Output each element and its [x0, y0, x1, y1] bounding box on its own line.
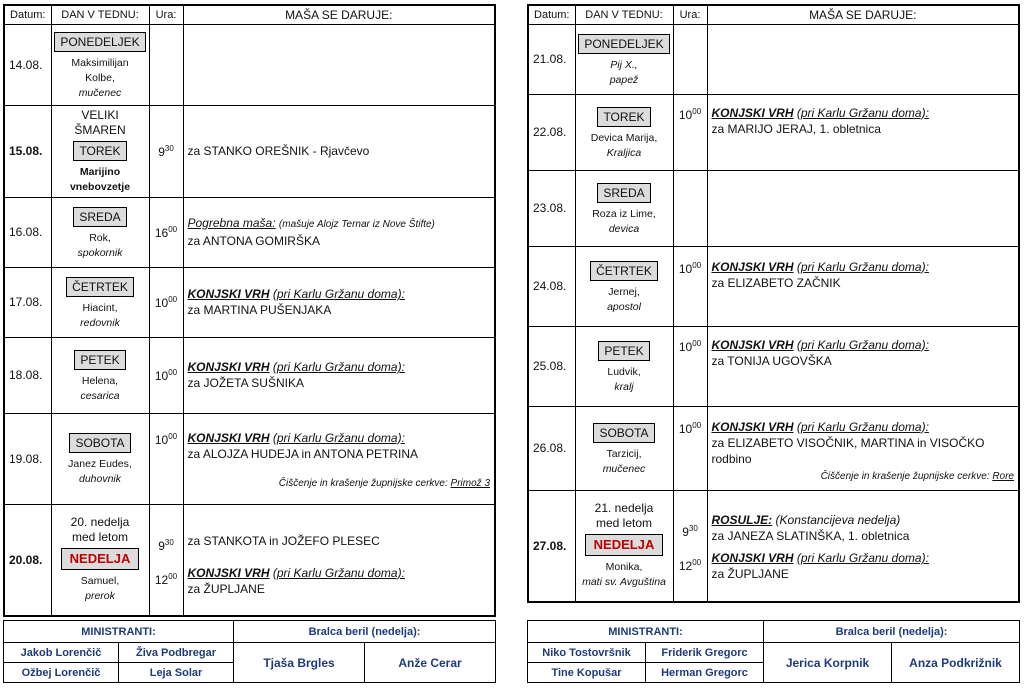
row-time — [673, 490, 707, 602]
row-mass — [707, 170, 1019, 246]
time-slot — [150, 560, 183, 594]
saint-name: Hiacint, — [82, 301, 118, 314]
row-time — [149, 337, 183, 413]
row-mass — [707, 326, 1019, 406]
cleaning-group: Primož 3 — [450, 477, 490, 489]
table-row — [528, 326, 1019, 406]
weekday-badge: TOREK — [73, 141, 126, 161]
saint-name: Maksimilijan — [71, 56, 129, 69]
row-day — [575, 246, 673, 326]
row-date: 21.08. — [528, 24, 575, 94]
row-time — [673, 24, 707, 94]
table-row — [4, 413, 495, 504]
weekday-badge: SOBOTA — [69, 433, 130, 453]
row-date: 17.08. — [4, 267, 51, 337]
mass-slot — [188, 523, 491, 557]
saint-title: mučenec — [78, 86, 122, 99]
feast-name: VELIKI — [81, 107, 119, 122]
mass-location-detail: (pri Karlu Gržanu doma): — [796, 105, 929, 120]
time-minute: 30 — [688, 523, 698, 533]
weekday-badge: SOBOTA — [593, 423, 654, 443]
schedule-right — [527, 4, 1020, 603]
row-time — [149, 197, 183, 267]
table-row — [4, 267, 495, 337]
saint-name: Jernej, — [608, 285, 640, 298]
mass-intention: za ŽUPLJANE — [711, 567, 789, 582]
row-mass — [707, 246, 1019, 326]
weekday-badge: SREDA — [597, 183, 650, 203]
weekday-badge-sunday: NEDELJA — [61, 548, 140, 570]
table-row — [4, 105, 495, 197]
row-date: 14.08. — [4, 24, 51, 105]
time-hour: 12 — [678, 558, 693, 573]
row-date: 24.08. — [528, 246, 575, 326]
row-day — [51, 504, 149, 616]
altar-server: Herman Gregorc — [646, 663, 764, 683]
saint-title: Kraljica — [606, 146, 642, 159]
mass-intention: za STANKOTA in JOŽEFO PLESEC — [187, 533, 380, 548]
saint-name: Samuel, — [80, 575, 120, 588]
cleaning-group: Rore — [992, 470, 1014, 482]
time-hour: 10 — [154, 295, 169, 310]
readers-label: Bralca beril (nedelja): — [764, 621, 1020, 643]
mass-location: KONJSKI VRH — [711, 259, 794, 274]
mass-location-detail: (pri Karlu Gržanu doma): — [272, 360, 405, 374]
altar-server: Niko Tostovršnik — [528, 643, 646, 663]
mass-location: KONJSKI VRH — [187, 360, 270, 374]
row-time — [673, 170, 707, 246]
feast-name: 21. nedelja — [594, 501, 654, 516]
mass-location-detail: (pri Karlu Gržanu doma): — [796, 419, 929, 434]
header-mass: MAŠA SE DARUJE: — [707, 5, 1019, 24]
row-time — [149, 105, 183, 197]
saint-title: papež — [609, 73, 639, 86]
weekday-badge: PONEDELJEK — [54, 32, 145, 52]
weekday-badge-sunday: NEDELJA — [585, 534, 664, 556]
saint-title: devica — [608, 222, 640, 235]
cleaning-label: Čiščenje in krašenje župnijske cerkve: — [278, 477, 448, 489]
row-mass — [707, 406, 1019, 490]
weekday-badge: PETEK — [598, 341, 649, 361]
table-row — [528, 24, 1019, 94]
table-row — [4, 337, 495, 413]
table-row — [4, 197, 495, 267]
mass-location-detail: (pri Karlu Gržanu doma): — [796, 551, 929, 566]
weekday-badge: TOREK — [597, 107, 650, 127]
time-slot — [674, 546, 707, 580]
mass-location: KONJSKI VRH — [711, 551, 794, 566]
row-day — [575, 24, 673, 94]
saint-name: Helena, — [81, 374, 119, 387]
weekday-badge: SREDA — [73, 207, 126, 227]
schedule-left — [3, 4, 496, 617]
weekday-badge: PONEDELJEK — [578, 34, 669, 54]
reader: Jerica Korpnik — [764, 643, 892, 683]
saint-title: mati sv. Avguština — [582, 576, 666, 589]
row-mass — [707, 94, 1019, 170]
row-day — [51, 413, 149, 504]
reader: Tjaša Brgles — [234, 643, 365, 683]
altar-server: Ožbej Lorenčič — [4, 663, 119, 683]
mass-location: KONJSKI VRH — [187, 565, 270, 580]
row-time — [149, 267, 183, 337]
time-minute: 00 — [692, 106, 702, 116]
schedule-table-right — [527, 4, 1020, 603]
row-date: 22.08. — [528, 94, 575, 170]
mass-intention: za JANEZA SLATINŠKA, 1. obletnica — [711, 529, 910, 544]
time-hour: 9 — [682, 524, 689, 539]
row-date: 15.08. — [4, 105, 51, 197]
row-date: 23.08. — [528, 170, 575, 246]
row-day — [51, 105, 149, 197]
mass-intention: za ELIZABETO ZAČNIK — [711, 275, 841, 290]
mass-location: KONJSKI VRH — [711, 419, 794, 434]
reader: Anza Podkrižnik — [892, 643, 1020, 683]
altar-server: Leja Solar — [119, 663, 234, 683]
header-day: DAN V TEDNU: — [51, 5, 149, 24]
row-day — [575, 406, 673, 490]
row-time — [673, 406, 707, 490]
time-minute: 30 — [164, 143, 174, 153]
row-mass — [183, 504, 495, 616]
ministranti-label: MINISTRANTI: — [528, 621, 764, 643]
mass-intention: za ALOJZA HUDEJA in ANTONA PETRINA — [187, 446, 419, 461]
mass-location-detail: (pri Karlu Gržanu doma): — [272, 287, 405, 301]
time-minute: 00 — [692, 338, 702, 348]
saint-title: cesarica — [80, 389, 120, 402]
time-hour: 10 — [678, 107, 693, 122]
mass-intention: za MARTINA PUŠENJAKA — [187, 303, 332, 317]
header-date: Datum: — [528, 5, 575, 24]
time-hour: 16 — [154, 225, 169, 240]
saint-title: mučenec — [602, 462, 646, 475]
weekday-badge: ČETRTEK — [590, 261, 658, 281]
mass-intention: za JOŽETA SUŠNIKA — [187, 376, 304, 390]
row-mass — [707, 490, 1019, 602]
saint-title: duhovnik — [78, 473, 122, 485]
cleaning-note — [188, 476, 491, 492]
row-date: 16.08. — [4, 197, 51, 267]
weekday-badge: PETEK — [74, 350, 125, 370]
saint-name: Pij X., — [610, 58, 638, 71]
saint-name: Janez Eudes, — [68, 458, 132, 470]
saint-title: prerok — [85, 590, 115, 603]
weekday-badge: ČETRTEK — [66, 277, 134, 297]
time-minute: 30 — [164, 537, 174, 547]
time-hour: 10 — [678, 261, 693, 276]
altar-server: Živa Podbregar — [119, 643, 234, 663]
cleaning-label: Čiščenje in krašenje župnijske cerkve: — [820, 470, 990, 482]
time-hour: 10 — [678, 339, 693, 354]
row-date: 19.08. — [4, 413, 51, 504]
time-minute: 00 — [692, 420, 702, 430]
mass-location: KONJSKI VRH — [711, 337, 794, 352]
row-day — [51, 197, 149, 267]
row-time — [673, 246, 707, 326]
header-time: Ura: — [673, 5, 707, 24]
saint-name: Rok, — [89, 231, 111, 244]
table-row — [528, 170, 1019, 246]
mass-location: ROSULJE: — [711, 513, 773, 528]
saint-title: kralj — [614, 380, 634, 393]
row-date: 27.08. — [528, 490, 575, 602]
schedule-table-left — [3, 4, 496, 617]
footer-left — [3, 620, 496, 683]
altar-server: Friderik Gregorc — [646, 643, 764, 663]
cleaning-note — [712, 469, 1015, 485]
feast-name: ŠMAREN — [74, 122, 126, 137]
row-mass — [183, 267, 495, 337]
time-minute: 00 — [168, 431, 178, 441]
saint-name: Ludvik, — [607, 365, 641, 378]
time-slot — [674, 512, 707, 546]
time-minute: 00 — [168, 224, 178, 234]
row-day — [575, 170, 673, 246]
altar-server: Tine Kopušar — [528, 663, 646, 683]
reader: Anže Cerar — [365, 643, 496, 683]
saint-name: Roza iz Lime, — [592, 207, 656, 220]
altar-server: Jakob Lorenčič — [4, 643, 119, 663]
mass-slot — [712, 509, 1015, 544]
feast-name: med letom — [71, 530, 129, 545]
row-time — [149, 24, 183, 105]
mass-location-detail: (pri Karlu Gržanu doma): — [272, 430, 405, 445]
row-day — [575, 94, 673, 170]
row-time — [673, 94, 707, 170]
time-minute: 00 — [692, 557, 702, 567]
row-mass — [183, 105, 495, 197]
saint-name: Kolbe, — [85, 71, 115, 84]
row-day — [51, 267, 149, 337]
saint-name: Marijino — [79, 165, 121, 178]
mass-intention: za ANTONA GOMIRŠKA — [187, 234, 320, 248]
row-date: 20.08. — [4, 504, 51, 616]
table-row — [4, 504, 495, 616]
time-minute: 00 — [168, 294, 178, 304]
row-mass — [183, 24, 495, 105]
header-time: Ura: — [149, 5, 183, 24]
row-time — [673, 326, 707, 406]
mass-type: Pogrebna maša: — [187, 216, 276, 230]
table-row — [528, 94, 1019, 170]
header-mass: MAŠA SE DARUJE: — [183, 5, 495, 24]
mass-location-detail: (pri Karlu Gržanu doma): — [796, 259, 929, 274]
mass-location: KONJSKI VRH — [187, 287, 270, 301]
mass-intention: za MARIJO JERAJ, 1. obletnica — [711, 121, 881, 136]
row-date: 18.08. — [4, 337, 51, 413]
ministranti-label: MINISTRANTI: — [4, 621, 234, 643]
row-date: 25.08. — [528, 326, 575, 406]
row-mass — [707, 24, 1019, 94]
table-row — [4, 24, 495, 105]
time-hour: 12 — [154, 572, 169, 587]
readers-label: Bralca beril (nedelja): — [234, 621, 496, 643]
saint-name: Monika, — [605, 561, 643, 574]
header-day: DAN V TEDNU: — [575, 5, 673, 24]
header-date: Datum: — [4, 5, 51, 24]
row-day — [575, 490, 673, 602]
time-minute: 00 — [168, 571, 178, 581]
mass-intention: za STANKO OREŠNIK - Rjavčevo — [187, 144, 370, 158]
table-row — [528, 490, 1019, 602]
mass-slot — [188, 557, 491, 597]
mass-location-detail: (pri Karlu Gržanu doma): — [796, 337, 929, 352]
time-hour: 9 — [158, 538, 165, 553]
row-mass — [183, 197, 495, 267]
saint-title: spokornik — [77, 246, 123, 259]
table-row — [528, 246, 1019, 326]
row-day — [51, 337, 149, 413]
saint-name: Devica Marija, — [590, 131, 658, 144]
header-row — [528, 5, 1019, 24]
row-mass — [183, 337, 495, 413]
row-mass — [183, 413, 495, 504]
feast-name: 20. nedelja — [70, 515, 130, 530]
time-minute: 00 — [168, 367, 178, 377]
mass-intention: za TONIJA UGOVŠKA — [711, 353, 832, 368]
saint-name: Tarzicij, — [606, 447, 642, 460]
row-date: 26.08. — [528, 406, 575, 490]
mass-intention: za ELIZABETO VISOČNIK, MARTINA in VISOČKO rodbino — [711, 435, 985, 466]
saint-title: redovnik — [80, 316, 120, 329]
mass-slot — [712, 544, 1015, 582]
mass-location-detail: (pri Karlu Gržanu doma): — [272, 565, 405, 580]
row-time — [149, 504, 183, 616]
time-minute: 00 — [692, 260, 702, 270]
mass-location-detail: (Konstancijeva nedelja) — [775, 513, 901, 528]
mass-location: KONJSKI VRH — [187, 430, 270, 445]
time-hour: 10 — [154, 368, 169, 383]
time-hour: 10 — [154, 432, 169, 447]
saint-name: vnebovzetje — [69, 180, 131, 193]
row-time — [149, 413, 183, 504]
mass-note: (mašuje Alojz Ternar iz Nove Štifte) — [278, 219, 435, 230]
footer-right — [527, 620, 1020, 683]
row-day — [51, 24, 149, 105]
time-slot — [150, 526, 183, 560]
time-hour: 10 — [678, 421, 693, 436]
saint-title: apostol — [607, 300, 641, 313]
time-hour: 9 — [158, 144, 165, 159]
table-row — [528, 406, 1019, 490]
row-day — [575, 326, 673, 406]
mass-intention: za ŽUPLJANE — [187, 581, 265, 596]
header-row — [4, 5, 495, 24]
mass-location: KONJSKI VRH — [711, 105, 794, 120]
feast-name: med letom — [595, 516, 653, 531]
